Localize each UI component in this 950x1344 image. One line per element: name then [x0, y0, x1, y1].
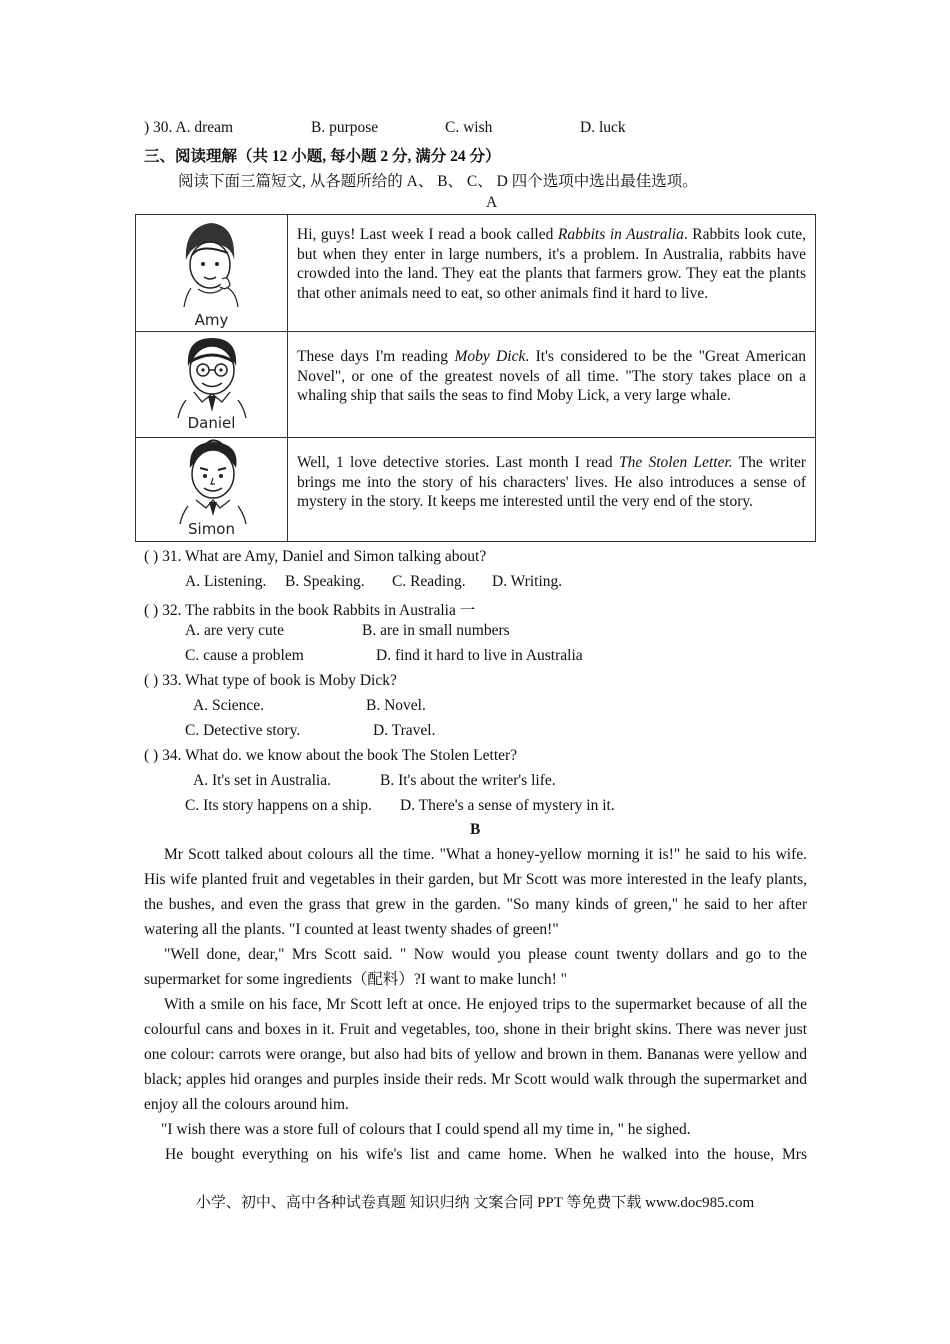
book-title: Rabbits in Australia — [557, 226, 684, 243]
daniel-text-cell: These days I'm reading Moby Dick. It's considered to be the "Great American Novel", or one of the greatest novels of all time. "The story takes place on a whaling ship that sails the seas to find Moby Lick, a very large whale. — [288, 332, 816, 438]
passage-b-label: B — [470, 821, 481, 838]
table-row — [136, 215, 816, 332]
q34-option-a: A. It's set in Australia. — [193, 772, 331, 789]
section-instruction: 阅读下面三篇短文, 从各题所给的 A、 B、 C、 D 四个选项中选出最佳选项。 — [178, 173, 698, 190]
q33-option-c: C. Detective story. — [185, 722, 301, 739]
book-title: Moby Dick — [454, 348, 526, 365]
q30-stem: ) 30. A. dream — [144, 119, 234, 136]
portrait-cell — [136, 332, 288, 438]
q32-option-d: D. find it hard to live in Australia — [376, 647, 583, 664]
q34-option-b: B. It's about the writer's life. — [380, 772, 556, 789]
passage-paragraph: He bought everything on his wife's list and came home. When he walked into the house, Mrs — [165, 1146, 807, 1163]
simon-text-cell: Well, 1 love detective stories. Last month I read The Stolen Letter. The writer brings me into the story of his characters' lives. He also introduces a sense of mystery in the story. It keeps me interested until the very end of the story. — [288, 438, 816, 542]
q33-option-b: B. Novel. — [366, 697, 426, 714]
amy-text-cell: Hi, guys! Last week I read a book called Rabbits in Australia. Rabbits look cute, but when they enter in large numbers, it's a problem. In Australia, rabbits have crowded into the land. They eat the plants that farmers grow. They eat the plants that other animals need to eat, so other animals find it hard to live. — [288, 215, 816, 332]
page-footer: 小学、初中、高中各种试卷真题 知识归纳 文案合同 PPT 等免费下载 www.doc985.com — [195, 1195, 755, 1211]
q30-option-c: C. wish — [445, 119, 493, 136]
portrait-name-label: Daniel — [187, 414, 236, 432]
question-33-stem: ( ) 33. What type of book is Moby Dick? — [144, 672, 397, 689]
amy-portrait-icon — [136, 215, 287, 315]
q32-option-b: B. are in small numbers — [362, 622, 510, 639]
q33-option-a: A. Science. — [193, 697, 265, 714]
passage-a-label: A — [486, 194, 498, 211]
question-34-stem: ( ) 34. What do. we know about the book The Stolen Letter? — [144, 747, 518, 764]
q34-option-d: D. There's a sense of mystery in it. — [400, 797, 615, 814]
passage-b-body — [144, 842, 807, 1167]
passage-a-table — [135, 214, 816, 542]
portrait-name-label: Simon — [188, 520, 235, 538]
question-31-stem: ( ) 31. What are Amy, Daniel and Simon talking about? — [144, 548, 487, 565]
book-title: The Stolen Letter. — [618, 454, 733, 471]
q30-option-b: B. purpose — [311, 119, 379, 136]
q31-option-a: A. Listening. — [185, 573, 267, 590]
portrait-cell — [136, 438, 288, 542]
question-32-stem: ( ) 32. The rabbits in the book Rabbits in Australia 一 — [144, 602, 476, 619]
q32-option-c: C. cause a problem — [185, 647, 304, 664]
passage-paragraph: Mr Scott talked about colours all the time. "What a honey-yellow morning it is!" he said to his wife. His wife planted fruit and vegetables in their garden, but Mr Scott was more interested in the leafy plants, the bushes, and even the grass that grew in the garden. "So many kinds of green," he said to her after watering all the plants. "I counted at least twenty shades of green!" — [144, 846, 807, 938]
q32-option-a: A. are very cute — [185, 622, 284, 639]
portrait-name-label: Amy — [194, 311, 229, 329]
portrait-cell — [136, 215, 288, 332]
q31-option-b: B. Speaking. — [285, 573, 365, 590]
q31-option-c: C. Reading. — [392, 573, 466, 590]
q31-option-d: D. Writing. — [492, 573, 563, 590]
table-row — [136, 438, 816, 542]
table-row — [136, 332, 816, 438]
passage-paragraph: "Well done, dear," Mrs Scott said. " Now would you please count twenty dollars and go to the supermarket for some ingredients（配料）?I want to make lunch! " — [144, 946, 807, 988]
simon-portrait-icon — [136, 438, 287, 524]
section-heading: 三、阅读理解（共 12 小题, 每小题 2 分, 满分 24 分） — [144, 148, 501, 165]
daniel-portrait-icon — [136, 332, 287, 418]
q34-option-c: C. Its story happens on a ship. — [185, 797, 372, 814]
q30-option-d: D. luck — [580, 119, 626, 136]
passage-paragraph: "I wish there was a store full of colours that I could spend all my time in, " he sighed. — [161, 1121, 691, 1138]
passage-paragraph: With a smile on his face, Mr Scott left at once. He enjoyed trips to the supermarket because of all the colourful cans and boxes in it. Fruit and vegetables, too, shone in their bright skins. There was never just one colour: carrots were orange, but also had bits of yellow and brown in them. Bananas were yellow and black; apples hid oranges and purples inside their reds. Mr Scott would walk through the supermarket and enjoy all the colours around him. — [144, 996, 807, 1113]
q33-option-d: D. Travel. — [373, 722, 436, 739]
